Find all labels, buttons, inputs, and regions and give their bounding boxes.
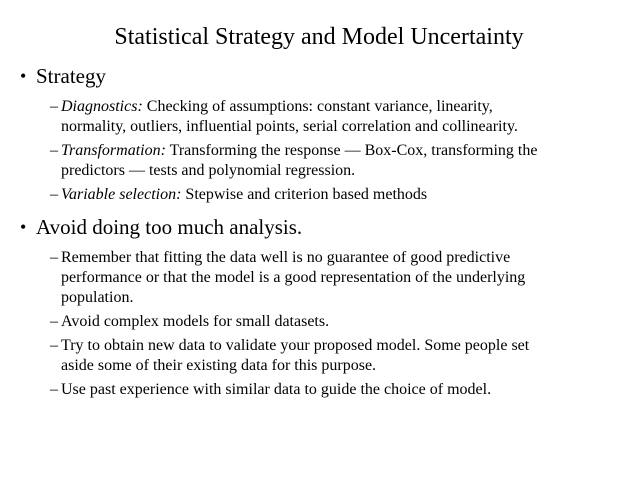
sub-item-complex-models bbox=[50, 312, 620, 332]
slide-title: Statistical Strategy and Model Uncertainty bbox=[114, 24, 524, 50]
bullet-icon: • bbox=[20, 66, 27, 86]
sub-item-variable-selection bbox=[50, 185, 620, 205]
sub-item-body: Transforming the response — Box-Cox, transforming the predictors — tests and polynomial regression. bbox=[61, 142, 538, 179]
dash-icon: – bbox=[50, 98, 58, 115]
sub-item-fitting bbox=[50, 248, 620, 308]
sub-item-lead: Transformation: bbox=[61, 142, 166, 159]
sub-item-lead: Variable selection: bbox=[61, 186, 182, 203]
sub-item-new-data bbox=[50, 336, 620, 376]
dash-icon: – bbox=[50, 337, 58, 354]
bullet-heading bbox=[20, 214, 620, 240]
section-avoid-analysis bbox=[20, 214, 620, 400]
sub-item-past-experience bbox=[50, 380, 620, 400]
sub-item-body: Checking of assumptions: constant variance, linearity, normality, outliers, influential points, serial correlation and collinearity. bbox=[61, 98, 518, 135]
sub-item-body: Try to obtain new data to validate your proposed model. Some people set aside some of their existing data for this purpose. bbox=[61, 337, 530, 374]
sub-item-body: Stepwise and criterion based methods bbox=[181, 186, 428, 203]
sub-item-body: Remember that fitting the data well is no guarantee of good predictive performance or that the model is a good representation of the underlying population. bbox=[61, 249, 526, 306]
bullet-heading-text: Avoid doing too much analysis. bbox=[36, 215, 303, 239]
bullet-heading bbox=[20, 63, 620, 89]
sub-item-text bbox=[61, 97, 620, 137]
dash-icon: – bbox=[50, 142, 58, 159]
bullet-heading-text: Strategy bbox=[36, 64, 106, 88]
dash-icon: – bbox=[50, 381, 58, 398]
sub-item-text bbox=[61, 141, 620, 181]
bullet-icon: • bbox=[20, 217, 27, 237]
section-strategy bbox=[20, 63, 620, 205]
sub-item-body: Avoid complex models for small datasets. bbox=[61, 313, 330, 330]
dash-icon: – bbox=[50, 186, 58, 203]
sub-item-text bbox=[61, 185, 620, 205]
dash-icon: – bbox=[50, 313, 58, 330]
sub-item-lead: Diagnostics: bbox=[61, 98, 143, 115]
sub-item-diagnostics bbox=[50, 97, 620, 137]
dash-icon: – bbox=[50, 249, 58, 266]
sub-item-transformation bbox=[50, 141, 620, 181]
sub-item-body: Use past experience with similar data to guide the choice of model. bbox=[61, 381, 492, 398]
